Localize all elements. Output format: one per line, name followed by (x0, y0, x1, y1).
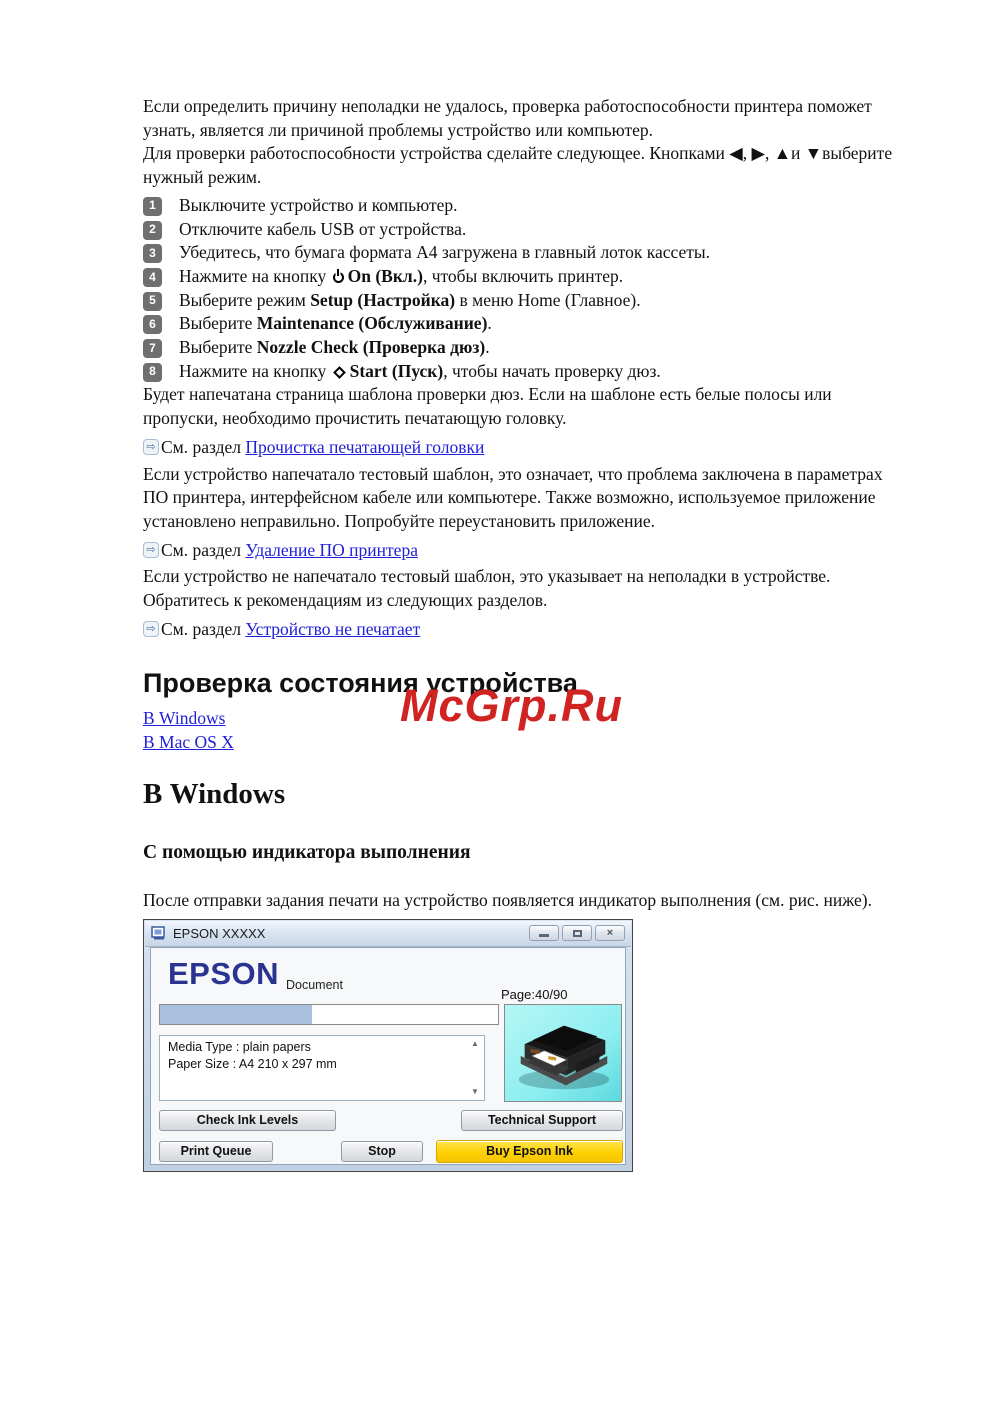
step-item: 4 Нажмите на кнопку On (Вкл.), чтобы включить принтер. (143, 265, 909, 289)
link-in-windows[interactable]: В Windows (143, 708, 226, 729)
check-ink-levels-button[interactable]: Check Ink Levels (159, 1110, 336, 1131)
scroll-up-icon[interactable]: ▲ (471, 1038, 479, 1048)
print-progress-bar (159, 1004, 499, 1025)
dialog-body (150, 947, 626, 1165)
printer-app-icon (151, 926, 167, 941)
step-number-badge: 2 (143, 221, 162, 240)
site-watermark: McGrp.Ru (400, 680, 624, 731)
intro-paragraph-1: Если определить причину неполадки не удалось, проверка работоспособности принтера поможет узнать, является ли причиной проблемы устройство или компьютер. (143, 96, 872, 140)
subsection-heading-windows: В Windows (143, 777, 286, 810)
step-number-badge: 3 (143, 244, 162, 263)
link-device-not-printing[interactable]: Устройство не печатает (245, 618, 421, 639)
close-button[interactable]: × (595, 925, 625, 941)
link-head-cleaning[interactable]: Прочистка печатающей головки (245, 436, 485, 457)
see-also-row (143, 436, 909, 460)
media-type-line: Media Type : plain papers (168, 1039, 311, 1054)
page-content (143, 95, 909, 1172)
link-uninstall-software[interactable]: Удаление ПО принтера (245, 539, 418, 560)
step-item: 7 Выберите Nozzle Check (Проверка дюз). (143, 336, 909, 360)
progress-meter-paragraph: После отправки задания печати на устройство появляется индикатор выполнения (см. рис. ниже). (143, 889, 873, 910)
job-info-box (159, 1035, 485, 1101)
see-also-label: См. раздел (161, 539, 246, 560)
step-item: 1 Выключите устройство и компьютер. (143, 194, 909, 218)
see-also-label: См. раздел (161, 618, 246, 639)
power-icon (333, 272, 344, 283)
epson-logo: EPSON (168, 955, 280, 991)
page-counter: Page:40/90 (501, 986, 568, 1002)
step-item: 5 Выберите режим Setup (Настройка) в меню Home (Главное). (143, 289, 909, 313)
progress-meter-dialog (143, 919, 633, 1172)
start-icon (333, 366, 346, 379)
link-in-mac-os-x[interactable]: В Mac OS X (143, 732, 234, 753)
intro-paragraph-2: Для проверки работоспособности устройства сделайте следующее. Кнопками ◀, ▶, ▲и ▼выберите нужный режим. (143, 143, 893, 188)
step-number-badge: 7 (143, 339, 162, 358)
maximize-button[interactable] (562, 925, 592, 941)
document-label: Document (286, 977, 343, 992)
buy-epson-ink-button[interactable]: Buy Epson Ink (436, 1140, 623, 1163)
see-also-arrow-icon: ⇨ (143, 439, 159, 455)
step-item: 8 Нажмите на кнопку Start (Пуск), чтобы начать проверку дюз. (143, 360, 909, 384)
step-item: 2 Отключите кабель USB от устройства. (143, 218, 909, 242)
step-number-badge: 4 (143, 268, 162, 287)
print-progress-fill (160, 1005, 312, 1024)
print-queue-button[interactable]: Print Queue (159, 1141, 273, 1162)
dialog-titlebar[interactable] (145, 921, 631, 947)
see-also-label: См. раздел (161, 436, 246, 457)
see-also-row (143, 618, 909, 642)
printer-illustration (504, 1004, 622, 1102)
scroll-down-icon[interactable]: ▼ (471, 1086, 479, 1096)
step-item: 3 Убедитесь, что бумага формата A4 загружена в главный лоток кассеты. (143, 241, 909, 265)
see-also-arrow-icon: ⇨ (143, 542, 159, 558)
minimize-button[interactable] (529, 925, 559, 941)
step-number-badge: 8 (143, 363, 162, 382)
see-also-arrow-icon: ⇨ (143, 621, 159, 637)
software-problem-paragraph: Если устройство напечатало тестовый шаблон, это означает, что проблема заключена в параметрах ПО принтера, интерфейсном кабеле или компьютере. Также возможно, используемое приложение установлено неправильно. Попробуйте переустановить приложение. (143, 463, 883, 531)
step-number-badge: 6 (143, 315, 162, 334)
device-problem-paragraph: Если устройство не напечатало тестовый шаблон, это указывает на неполадки в устройстве. Обратитесь к рекомендациям из следующих разделов. (143, 566, 831, 611)
dialog-title: EPSON XXXXX (173, 925, 266, 941)
step-item: 6 Выберите Maintenance (Обслуживание). (143, 312, 909, 336)
step-number-badge: 5 (143, 292, 162, 311)
step-number-badge: 1 (143, 197, 162, 216)
result-paragraph: Будет напечатана страница шаблона проверки дюз. Если на шаблоне есть белые полосы или пропуски, необходимо прочистить печатающую головку. (143, 384, 832, 429)
paper-size-line: Paper Size : A4 210 x 297 mm (168, 1056, 337, 1071)
section-heading-status-check: Проверка состояния устройства (143, 668, 578, 699)
see-also-row (143, 539, 909, 563)
subsection-heading-progress-meter: С помощью индикатора выполнения (143, 841, 471, 863)
numbered-steps (143, 194, 909, 384)
technical-support-button[interactable]: Technical Support (461, 1110, 623, 1131)
stop-button[interactable]: Stop (341, 1141, 423, 1162)
